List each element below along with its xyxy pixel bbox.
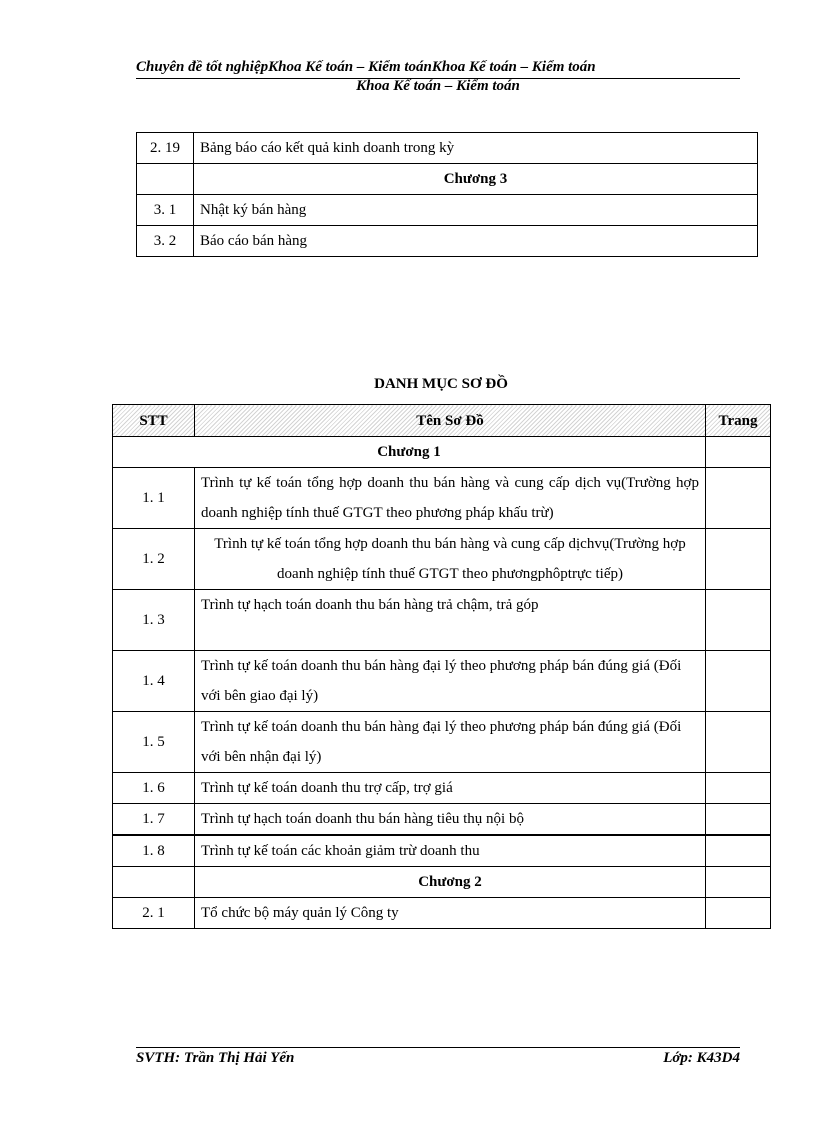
- table-row: [137, 195, 758, 226]
- row-name: Bảng báo cáo kết quả kinh doanh trong kỳ: [194, 133, 758, 164]
- row-name: Trình tự kế toán tổng hợp doanh thu bán hàng và cung cấp dịch vụ(Trường hợp doanh nghiệp tính thuế GTGT theo phương pháp khấu trừ): [195, 468, 706, 529]
- header-name: Tên Sơ Đồ: [195, 405, 706, 437]
- page-header-subtitle: Khoa Kế toán – Kiểm toán: [356, 78, 520, 94]
- table-row: [113, 468, 771, 529]
- row-page: [706, 651, 771, 712]
- row-page: [706, 835, 771, 867]
- row-page: [706, 590, 771, 651]
- row-page: [706, 437, 771, 468]
- diagram-list-table: [112, 404, 771, 929]
- row-stt: 1. 8: [113, 835, 195, 867]
- page-header-title: Chuyên đề tốt nghiệpKhoa Kế toán – Kiểm toánKhoa Kế toán – Kiểm toán: [136, 59, 596, 75]
- chapter-heading: Chương 3: [194, 164, 758, 195]
- row-stt: 1. 3: [113, 590, 195, 651]
- row-name: Trình tự hạch toán doanh thu bán hàng trả chậm, trả góp: [195, 590, 706, 651]
- table-header-row: [113, 405, 771, 437]
- row-name: Nhật ký bán hàng: [194, 195, 758, 226]
- table-row: [137, 226, 758, 257]
- header-page: Trang: [706, 405, 771, 437]
- row-page: [706, 529, 771, 590]
- footer-divider: [136, 1047, 740, 1048]
- row-name: Tổ chức bộ máy quản lý Công ty: [195, 898, 706, 929]
- header-stt: STT: [113, 405, 195, 437]
- table-row: [137, 164, 758, 195]
- row-stt: 1. 2: [113, 529, 195, 590]
- row-stt: [137, 164, 194, 195]
- chapter-heading: Chương 1: [113, 437, 706, 468]
- row-stt: 1. 4: [113, 651, 195, 712]
- row-page: [706, 712, 771, 773]
- table-row: [113, 835, 771, 867]
- row-stt: 1. 6: [113, 773, 195, 804]
- table-row: [113, 651, 771, 712]
- chapter-heading: Chương 2: [195, 867, 706, 898]
- row-page: [706, 468, 771, 529]
- row-page: [706, 804, 771, 836]
- table-row: [113, 804, 771, 836]
- table-row: [113, 773, 771, 804]
- row-page: [706, 898, 771, 929]
- footer-student-name: SVTH: Trần Thị Hải Yến: [136, 1050, 295, 1066]
- row-stt: 2. 1: [113, 898, 195, 929]
- table-row: [113, 898, 771, 929]
- diagram-list-title: DANH MỤC SƠ ĐỒ: [374, 376, 508, 392]
- row-name: Trình tự kế toán doanh thu bán hàng đại lý theo phương pháp bán đúng giá (Đối với bên nhận đại lý): [195, 712, 706, 773]
- table-row: [113, 712, 771, 773]
- row-stt: 3. 2: [137, 226, 194, 257]
- continued-table: [136, 132, 758, 257]
- row-stt: 1. 1: [113, 468, 195, 529]
- row-page: [706, 867, 771, 898]
- row-name: Trình tự kế toán tổng hợp doanh thu bán hàng và cung cấp dịchvụ(Trường hợp doanh nghiệp tính thuế GTGT theo phươngphôptrực tiếp): [195, 529, 706, 590]
- row-page: [706, 773, 771, 804]
- row-stt: 3. 1: [137, 195, 194, 226]
- row-name: Trình tự kế toán các khoản giảm trừ doanh thu: [195, 835, 706, 867]
- table-row: [113, 590, 771, 651]
- row-stt: 1. 5: [113, 712, 195, 773]
- row-stt: [113, 867, 195, 898]
- row-stt: 1. 7: [113, 804, 195, 836]
- chapter-row: [113, 437, 771, 468]
- row-name: Báo cáo bán hàng: [194, 226, 758, 257]
- row-stt: 2. 19: [137, 133, 194, 164]
- row-name: Trình tự kế toán doanh thu bán hàng đại lý theo phương pháp bán đúng giá (Đối với bên giao đại lý): [195, 651, 706, 712]
- footer-class: Lớp: K43D4: [663, 1050, 740, 1066]
- chapter-row: [113, 867, 771, 898]
- row-name: Trình tự kế toán doanh thu trợ cấp, trợ giá: [195, 773, 706, 804]
- table-row: [137, 133, 758, 164]
- row-name: Trình tự hạch toán doanh thu bán hàng tiêu thụ nội bộ: [195, 804, 706, 836]
- table-row: [113, 529, 771, 590]
